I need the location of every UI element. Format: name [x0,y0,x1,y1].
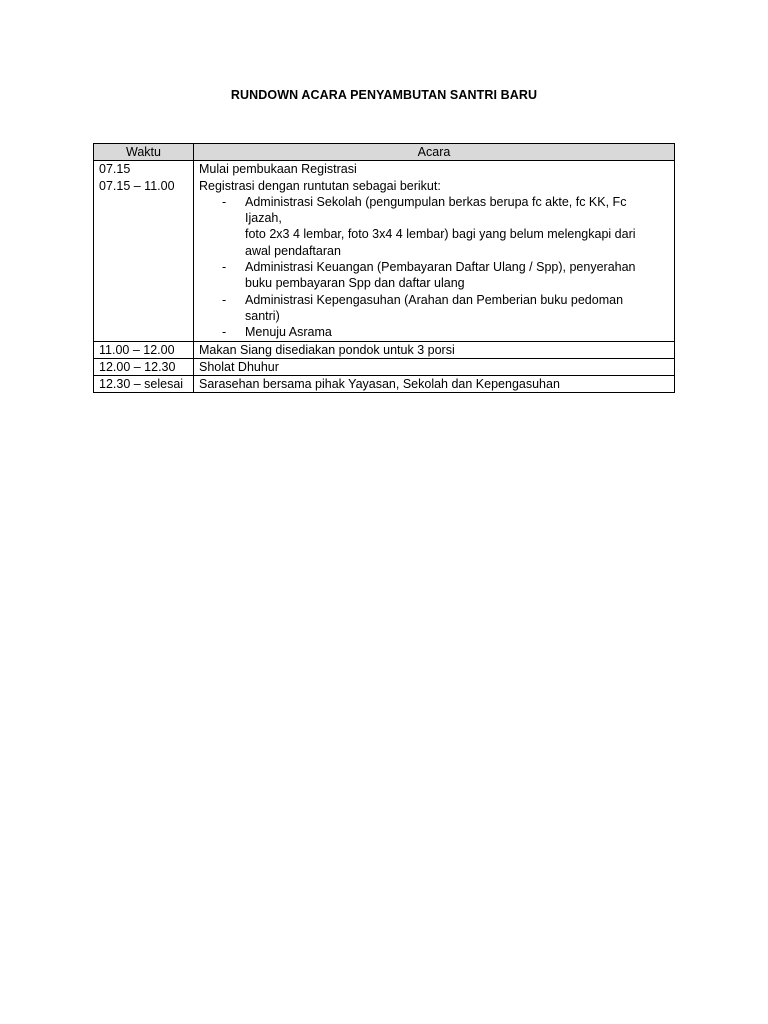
list-item-text: Menuju Asrama [245,325,332,340]
document-title: RUNDOWN ACARA PENYAMBUTAN SANTRI BARU [230,88,538,102]
event-cell: Makan Siang disediakan pondok untuk 3 porsi [194,341,675,358]
list-item-text: Ijazah, [245,211,282,226]
time-cell: 11.00 – 12.00 [94,341,194,358]
time-cell: 12.30 – selesai [94,376,194,393]
table-row [94,341,675,358]
table-row [94,358,675,375]
list-item-text: Administrasi Keuangan (Pembayaran Daftar Ulang / Spp), penyerahan [245,260,636,275]
header-time: Waktu [94,144,194,161]
list-dash: - [222,260,227,275]
event-text: Mulai pembukaan Registrasi [199,162,357,177]
time-cell [94,161,194,341]
list-item-text: buku pembayaran Spp dan daftar ulang [245,276,465,291]
list-item [199,324,669,340]
list-item [199,292,669,325]
list-dash: - [222,194,227,209]
time-text: 07.15 – 11.00 [99,178,175,193]
time-text: 07.15 [99,162,131,177]
registration-steps-list [199,194,669,341]
event-cell: Sarasehan bersama pihak Yayasan, Sekolah dan Kepengasuhan [194,376,675,393]
list-item-text: Administrasi Sekolah (pengumpulan berkas berupa fc akte, fc KK, Fc [245,194,627,209]
table-row [94,161,675,341]
list-item [199,194,669,259]
table-row [94,376,675,393]
list-item-text: santri) [245,308,280,323]
list-dash: - [222,292,227,307]
rundown-table [93,143,675,393]
table-header-row [94,144,675,161]
list-item-text: awal pendaftaran [245,243,341,258]
list-item-text: foto 2x3 4 lembar, foto 3x4 4 lembar) bagi yang belum melengkapi dari [245,227,636,242]
list-dash: - [222,325,227,340]
event-cell [194,161,675,341]
list-item-text: Administrasi Kepengasuhan (Arahan dan Pemberian buku pedoman [245,292,624,307]
event-text: Registrasi dengan runtutan sebagai berikut: [199,178,441,193]
event-cell: Sholat Dhuhur [194,358,675,375]
header-event: Acara [194,144,675,161]
list-item [199,259,669,292]
time-cell: 12.00 – 12.30 [94,358,194,375]
